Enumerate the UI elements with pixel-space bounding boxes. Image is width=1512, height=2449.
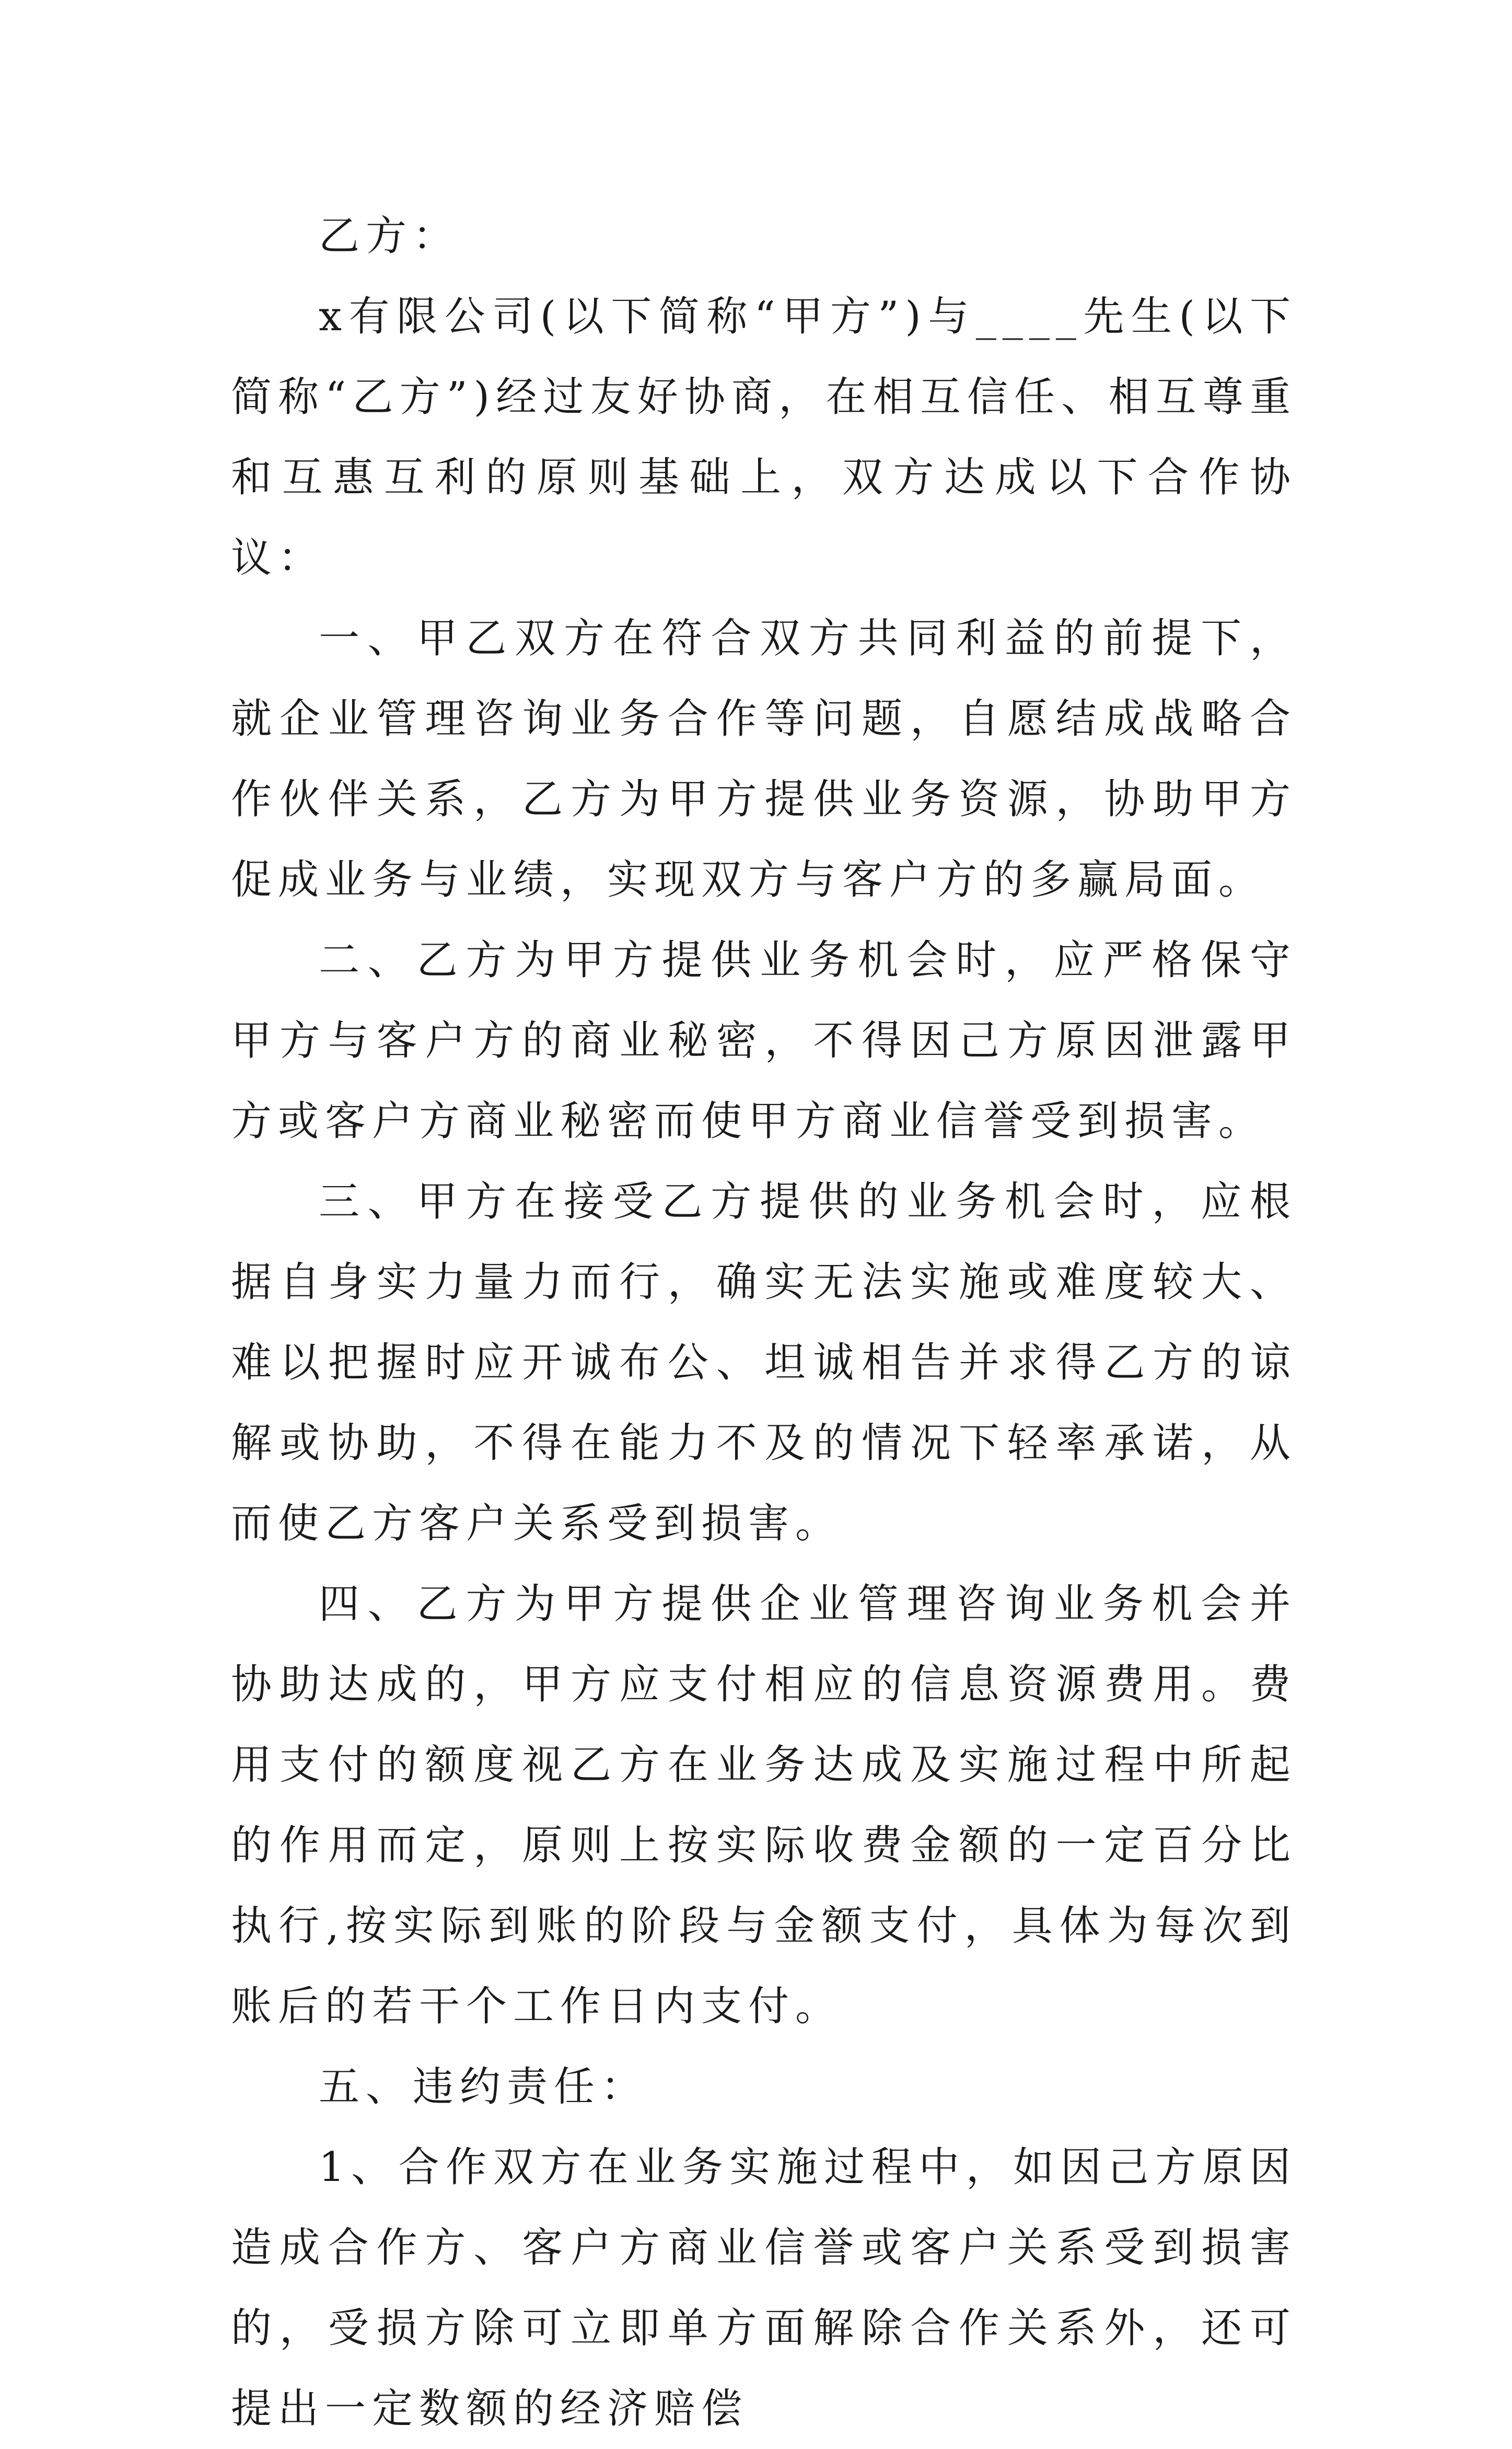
document-body	[231, 196, 1297, 2449]
preamble-paragraph: x有限公司(以下简称“甲方”)与____先生(以下简称“乙方”)经过友好协商，在相互信任、相互尊重和互惠互利的原则基础上，双方达成以下合作协议：	[231, 293, 1297, 582]
clause-1-paragraph: 一、甲乙双方在符合双方共同利益的前提下，就企业管理咨询业务合作等问题，自愿结成战略合作伙伴关系，乙方为甲方提供业务资源，协助甲方促成业务与业绩，实现双方与客户方的多赢局面。	[231, 615, 1297, 903]
clause-4-paragraph: 四、乙方为甲方提供企业管理咨询业务机会并协助达成的，甲方应支付相应的信息资源费用。费用支付的额度视乙方在业务达成及实施过程中所起的作用而定，原则上按实际收费金额的一定百分比执行,按实际到账的阶段与金额支付，具体为每次到账后的若干个工作日内支付。	[231, 1581, 1297, 2030]
clause-2-paragraph: 二、乙方为甲方提供业务机会时，应严格保守甲方与客户方的商业秘密，不得因己方原因泄露甲方或客户方商业秘密而使甲方商业信誉受到损害。	[231, 937, 1297, 1145]
clause-3-paragraph: 三、甲方在接受乙方提供的业务机会时，应根据自身实力量力而行，确实无法实施或难度较大、难以把握时应开诚布公、坦诚相告并求得乙方的谅解或协助，不得在能力不及的情况下轻率承诺，从而使乙方客户关系受到损害。	[231, 1178, 1297, 1547]
party-b-heading: 乙方：	[319, 213, 460, 260]
clause-5-item-1-paragraph: 1、合作双方在业务实施过程中，如因己方原因造成合作方、客户方商业信誉或客户关系受到损害的，受损方除可立即单方面解除合作关系外，还可提出一定数额的经济赔偿	[231, 2144, 1297, 2432]
clause-5-heading: 五、违约责任：	[319, 2063, 648, 2110]
